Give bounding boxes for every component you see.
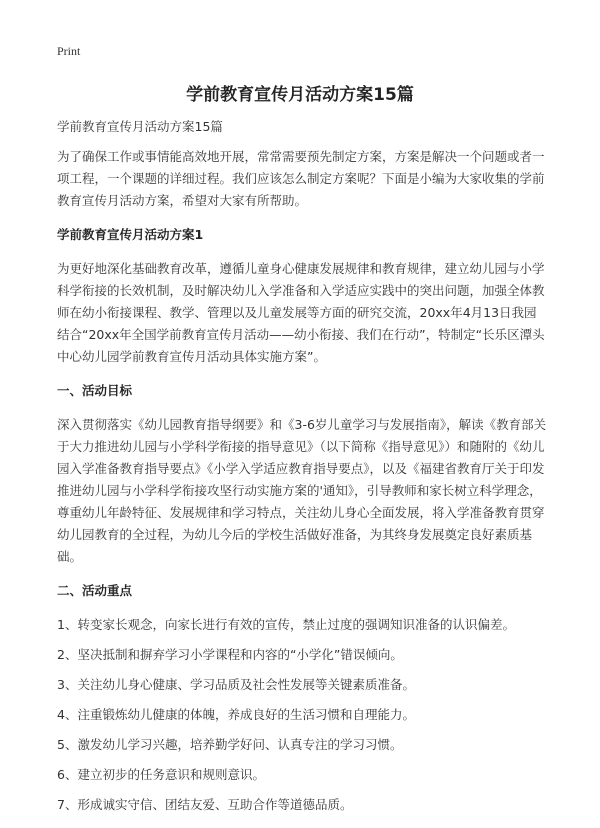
section-heading-goals: 一、活动目标	[57, 383, 133, 398]
document-subtitle: 学前教育宣传月活动方案15篇	[57, 119, 223, 134]
section-heading-plan-1: 学前教育宣传月活动方案1	[57, 227, 204, 242]
intro-paragraph: 为了确保工作或事情能高效地开展，常常需要预先制定方案，方案是解决一个问题或者一项工程，一个课题的详细过程。我们应该怎么制定方案呢？下面是小编为大家收集的学前教育宣传月活动方案，希望对大家有所帮助。	[57, 149, 545, 208]
focus-list-item: 3、关注幼儿身心健康、学习品质及社会性发展等关键素质准备。	[57, 677, 415, 692]
plan-1-paragraph: 为更好地深化基础教育改革，遵循儿童身心健康发展规律和教育规律，建立幼儿园与小学科学衔接的长效机制，及时解决幼儿入学准备和入学适应实践中的突出问题，加强全体教师在幼小衔接课程、教学、管理以及儿童发展等方面的研究交流，20xx年4月13日我园结合“20xx年全国学前教育宣传月活动——幼小衔接、我们在行动”，特制定“长乐区潭头中心幼儿园学前教育宣传月活动具体实施方案”。	[57, 261, 545, 364]
focus-list-item: 4、注重锻炼幼儿健康的体魄，养成良好的生活习惯和自理能力。	[57, 707, 415, 722]
section-heading-focus: 二、活动重点	[57, 583, 133, 598]
focus-list-item: 6、建立初步的任务意识和规则意识。	[57, 767, 265, 782]
document-title: 学前教育宣传月活动方案15篇	[186, 85, 414, 105]
focus-list-item: 5、激发幼儿学习兴趣，培养勤学好问、认真专注的学习习惯。	[57, 737, 403, 752]
print-link[interactable]: Print	[57, 44, 81, 58]
document-body	[57, 116, 547, 824]
focus-list-item: 1、转变家长观念，向家长进行有效的宣传，禁止过度的强调知识准备的认识偏差。	[57, 617, 515, 632]
goals-paragraph: 深入贯彻落实《幼儿园教育指导纲要》和《3-6岁儿童学习与发展指南》，解读《教育部关于大力推进幼儿园与小学科学衔接的指导意见》（以下简称《指导意见》）和随附的《幼儿园入学准备教育指导要点》《小学入学适应教育指导要点》，以及《福建省教育厅关于印发推进幼儿园与小学科学衔接攻坚行动实施方案的'通知》，引导教师和家长树立科学理念，尊重幼儿年龄特征、发展规律和学习特点，关注幼儿身心全面发展，将入学准备教育贯穿幼儿园教育的全过程，为幼儿今后的学校生活做好准备，为其终身发展奠定良好素质基础。	[57, 417, 547, 564]
focus-list-item: 7、形成诚实守信、团结友爱、互助合作等道德品质。	[57, 797, 353, 812]
focus-list-item: 2、坚决抵制和摒弃学习小学课程和内容的“小学化”错误倾向。	[57, 647, 403, 662]
